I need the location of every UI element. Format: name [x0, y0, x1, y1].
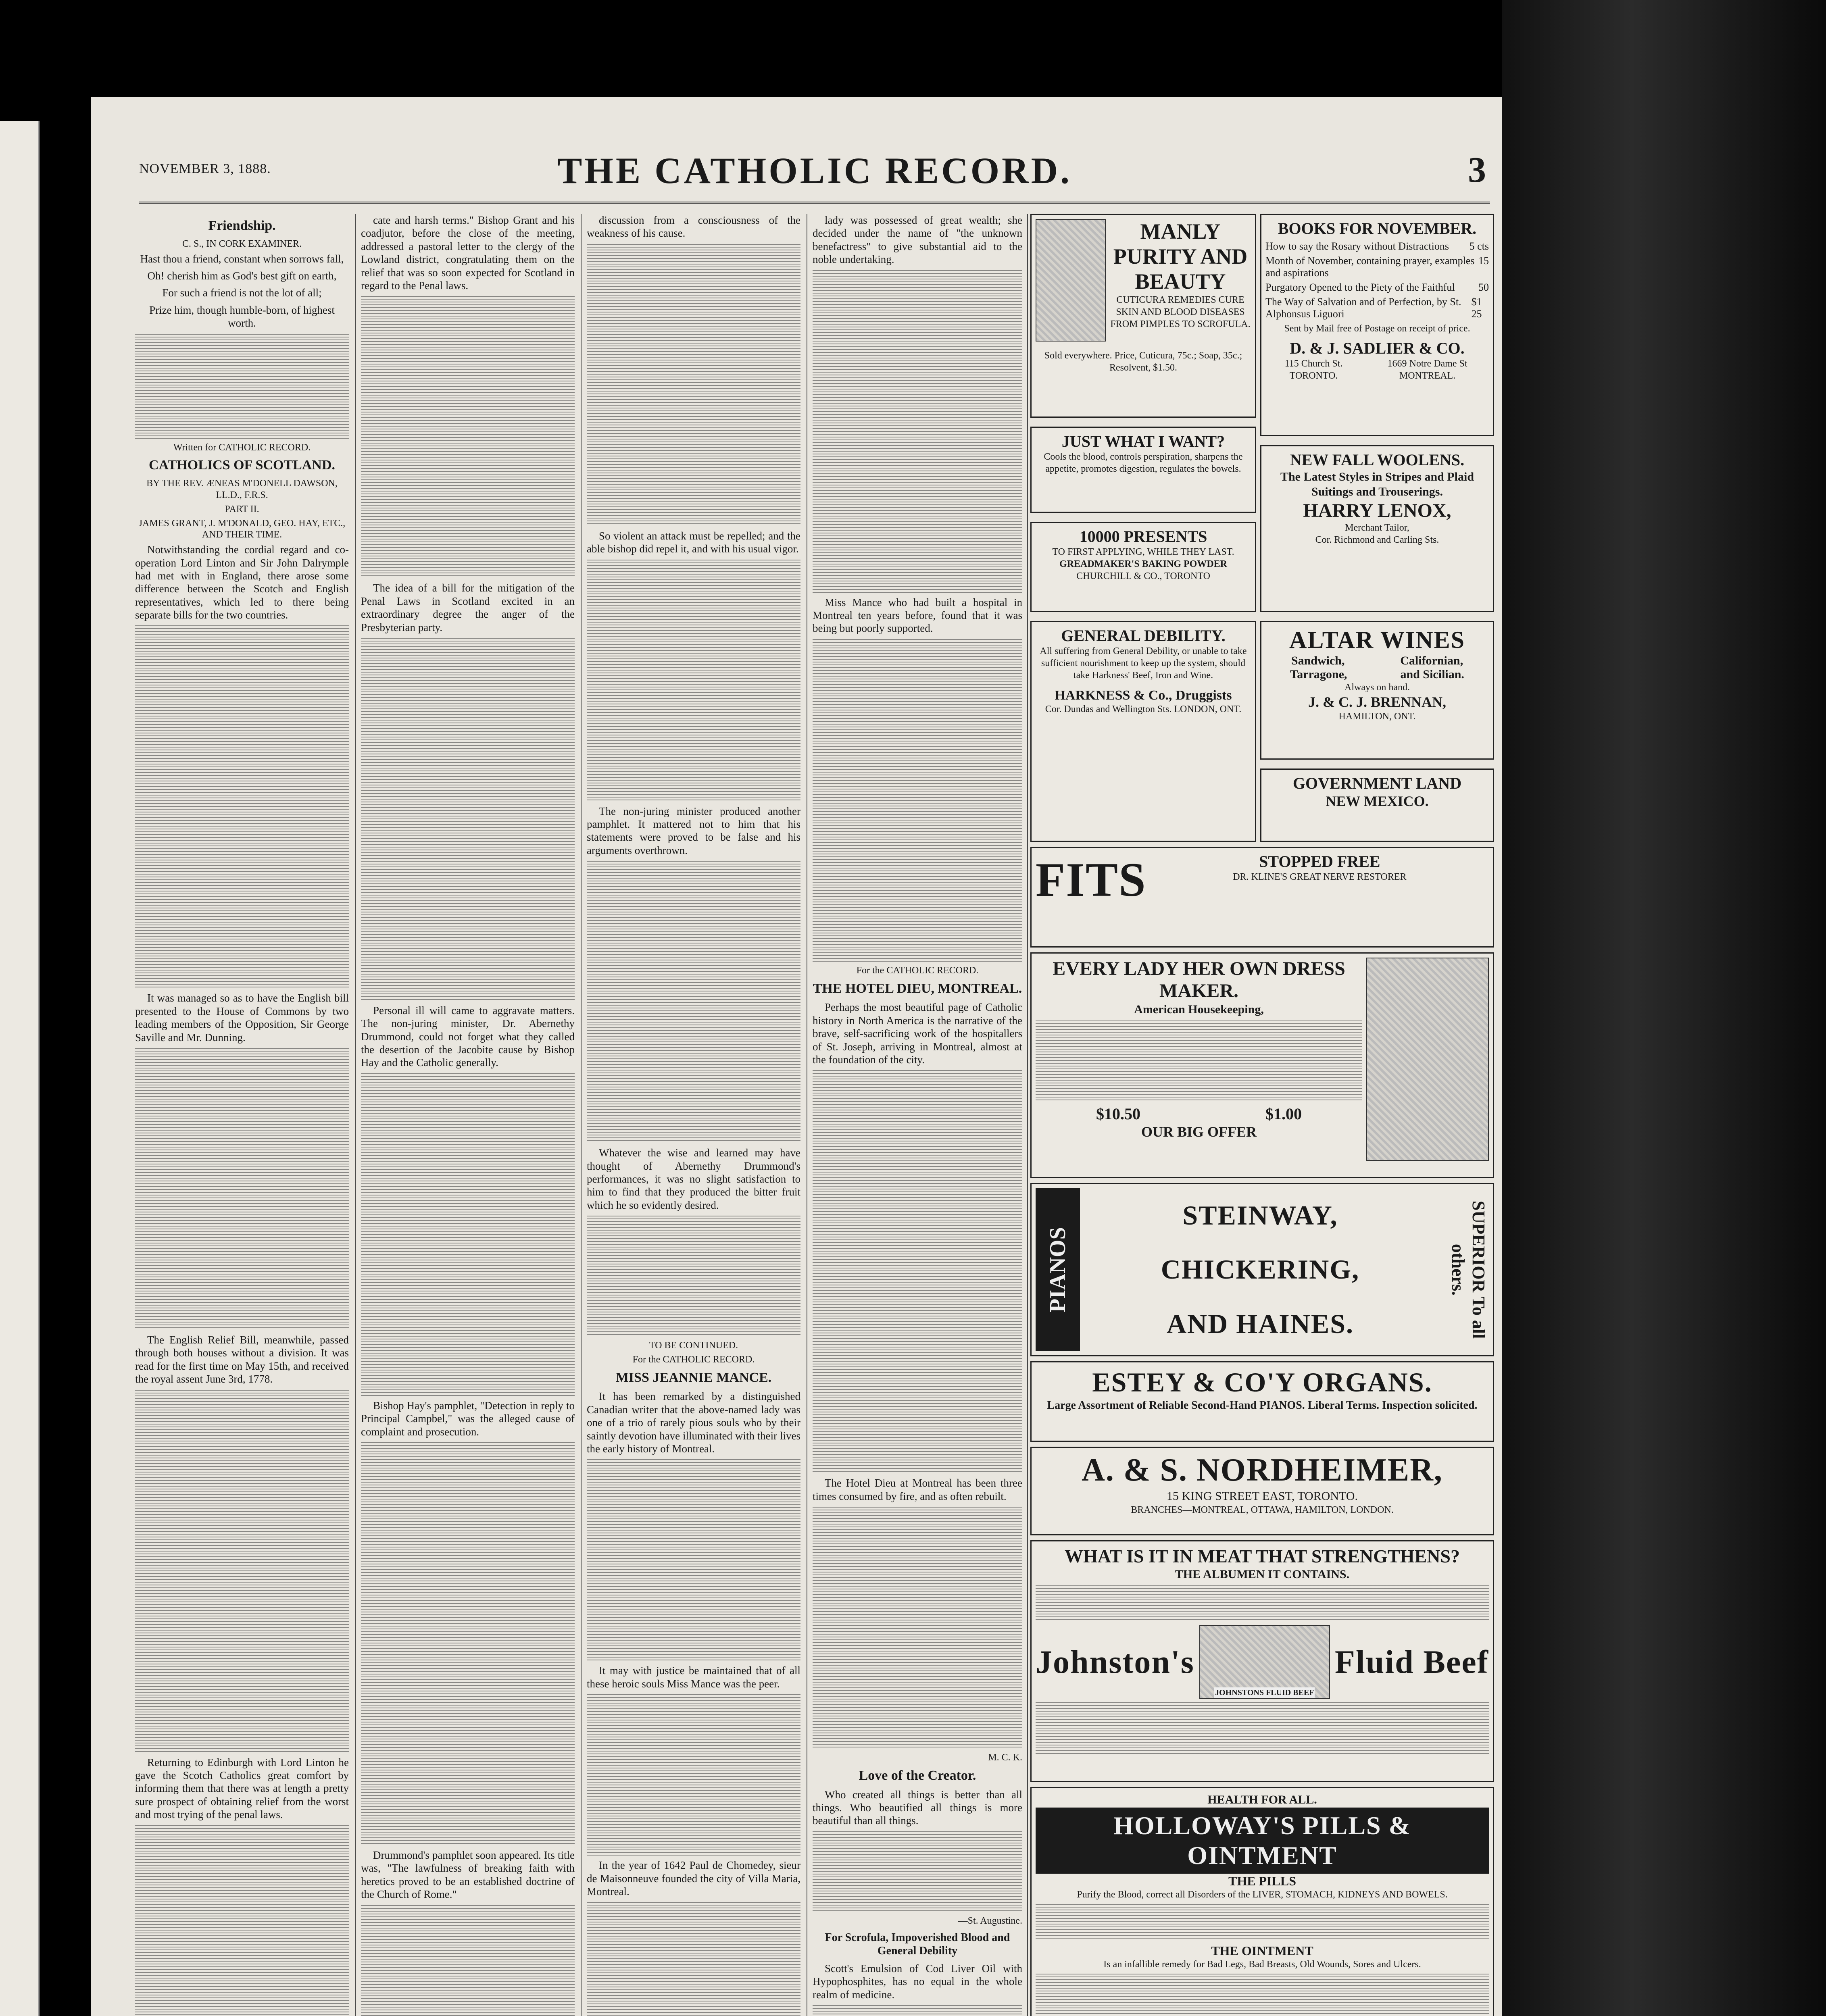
- fits-ad: [1030, 847, 1494, 948]
- government-land-ad: [1260, 768, 1494, 842]
- fluid-beef-ad: [1030, 1540, 1494, 1782]
- article-title: THE HOTEL DIEU, MONTREAL.: [813, 981, 1022, 996]
- publisher-name: D. & J. SADLIER & CO.: [1290, 339, 1465, 357]
- masthead: [139, 145, 1490, 204]
- written-for-note: For the CATHOLIC RECORD.: [856, 965, 979, 976]
- article-paragraph: Notwithstanding the cordial regard and co-operation Lord Linton and Sir John Dalrymple had met with in England, there arose some difference between the Scotch and English representatives, which led to there being separate bills for the two countries.: [135, 544, 349, 621]
- poem-line: Oh! cherish him as God's best gift on earth,: [147, 269, 337, 282]
- column-rule: [1027, 214, 1028, 2016]
- continued-note: TO BE CONTINUED.: [649, 1340, 738, 1351]
- ad-subline: Large Assortment of Reliable Second-Hand PIANOS. Liberal Terms. Inspection solicited.: [1047, 1399, 1478, 1412]
- article-body: [361, 296, 575, 578]
- wine-item: and Sicilian.: [1400, 668, 1464, 681]
- ad-headline: WHAT IS IT IN MEAT THAT STRENGTHENS?: [1065, 1546, 1460, 1566]
- ad-headline: A. & S. NORDHEIMER,: [1082, 1452, 1443, 1488]
- wine-item: Sandwich,: [1291, 654, 1345, 667]
- ad-body: [813, 2005, 1022, 2016]
- ad-headline: BOOKS FOR NOVEMBER.: [1278, 219, 1477, 237]
- article-paragraph: Bishop Hay's pamphlet, "Detection in reply to Principal Campbel," was the alleged cause of complaint and prosecution.: [361, 1399, 575, 1438]
- column-rule: [355, 214, 356, 2016]
- ad-body: [1036, 1585, 1489, 1622]
- article-paragraph: Whatever the wise and learned may have thought of Abernethy Drummond's performances, it was no slight satisfaction to him to find that they produced the bitter fruit which he so evidently desired.: [587, 1147, 800, 1211]
- article-paragraph: Perhaps the most beautiful page of Catholic history in North America is the narrative of the brave, self-sacrificing work of the hospitallers of St. Joseph, arriving in Montreal, almost at the foundation of the city.: [813, 1001, 1022, 1066]
- article-body: [135, 1390, 349, 1753]
- books-ad: [1260, 214, 1494, 436]
- nordheimer-ad: [1030, 1447, 1494, 1535]
- section-heading: THE PILLS: [1228, 1873, 1297, 1888]
- article-paragraph: Returning to Edinburgh with Lord Linton he gave the Scotch Catholics great comfort by informing them that there was at length a pretty sure prospect of obtaining relief from the worst and most trying of the penal laws.: [135, 1756, 349, 1821]
- article-body: [813, 270, 1022, 593]
- article-body: [135, 1048, 349, 1330]
- article-paragraph: It was managed so as to have the English bill presented to the House of Commons by two leading members of the Opposition, Sir George Saville and Mr. Dunning.: [135, 992, 349, 1043]
- ad-headline: JUST WHAT I WANT?: [1061, 432, 1225, 450]
- pianos-side-label: PIANOS: [1036, 1188, 1080, 1351]
- man-portrait-icon: [1036, 219, 1106, 342]
- piano-brand: CHICKERING,: [1161, 1254, 1360, 1285]
- ad-headline: 10000 PRESENTS: [1079, 527, 1207, 546]
- ad-note: Sent by Mail free of Postage on receipt of price.: [1284, 323, 1470, 334]
- ad-headline: HOLLOWAY'S PILLS & OINTMENT: [1036, 1808, 1489, 1874]
- section-text: Is an infallible remedy for Bad Legs, Bad Breasts, Old Wounds, Sores and Ulcers.: [1103, 1959, 1421, 1970]
- newspaper-page: [91, 97, 1502, 2016]
- price-regular: $10.50: [1096, 1104, 1140, 1123]
- druggist-address: Cor. Dundas and Wellington Sts. LONDON, ONT.: [1045, 704, 1242, 714]
- poem-body: [135, 334, 349, 439]
- ad-branches: BRANCHES—MONTREAL, OTTAWA, HAMILTON, LONDON.: [1131, 1504, 1394, 1515]
- poem-text: Who created all things is better than all things. Who beautified all things is more beautiful than all things.: [813, 1788, 1022, 1827]
- article-byline: BY THE REV. ÆNEAS M'DONELL DAWSON, LL.D., F.R.S.: [146, 478, 338, 500]
- ad-big-word: FITS: [1036, 853, 1146, 906]
- presents-ad: [1030, 522, 1256, 612]
- druggist-name: HARKNESS & Co., Druggists: [1055, 688, 1232, 703]
- article-paragraph: Drummond's pamphlet soon appeared. Its title was, "The lawfulness of breaking faith with heretics proved to be an established doctrine of the Church of Rome.": [361, 1849, 575, 1901]
- article-paragraph: Miss Mance who had built a hospital in Montreal ten years before, found that it was being but poorly supported.: [813, 596, 1022, 635]
- brand-word: Johnston's: [1036, 1643, 1194, 1680]
- ad-title: For Scrofula, Impoverished Blood and General Debility: [825, 1931, 1010, 1958]
- ad-headline: ALTAR WINES: [1289, 627, 1465, 653]
- ad-subline: THE ALBUMEN IT CONTAINS.: [1175, 1568, 1350, 1581]
- just-what-ad: [1030, 427, 1256, 513]
- ad-text: Cools the blood, controls perspiration, sharpens the appetite, promotes digestion, regulates the bowels.: [1044, 451, 1243, 474]
- article-paragraph: The Hotel Dieu at Montreal has been three times consumed by fire, and as often rebuilt.: [813, 1477, 1022, 1502]
- ad-headline: STOPPED FREE: [1259, 852, 1380, 871]
- holloway-ad: [1030, 1787, 1494, 2016]
- section-text: Purify the Blood, correct all Disorders of the LIVER, STOMACH, KIDNEYS AND BOWELS.: [1077, 1889, 1448, 1900]
- ad-topline: HEALTH FOR ALL.: [1207, 1793, 1317, 1806]
- ad-text: Scott's Emulsion of Cod Liver Oil with Hypophosphites, has no equal in the whole realm of medicine.: [813, 1962, 1022, 2001]
- poem-line: For such a friend is not the lot of all;: [162, 287, 322, 299]
- advertisements: [1030, 214, 1494, 2016]
- publisher-address: 115 Church St. TORONTO.: [1284, 358, 1343, 381]
- piano-brand: STEINWAY,: [1182, 1200, 1338, 1231]
- ad-subline: CUTICURA REMEDIES CURE SKIN AND BLOOD DISEASES FROM PIMPLES TO SCROFULA.: [1110, 295, 1251, 329]
- adjacent-page-spine: [0, 121, 40, 2016]
- article-paragraph: It may with justice be maintained that of all these heroic souls Miss Mance was the peer.: [587, 1664, 800, 1690]
- article-paragraph: discussion from a consciousness of the weakness of his cause.: [587, 214, 800, 240]
- ad-body: [1036, 1702, 1489, 1755]
- cuticura-ad: [1030, 214, 1256, 418]
- ad-headline: ESTEY & CO'Y ORGANS.: [1092, 1367, 1432, 1397]
- poem-line: Hast thou a friend, constant when sorrows fall,: [140, 252, 344, 265]
- article-body: [361, 1905, 575, 2016]
- seller-city: HAMILTON, ONT.: [1338, 711, 1416, 722]
- ad-subline: American Housekeeping,: [1134, 1003, 1264, 1016]
- ad-headline: GENERAL DEBILITY.: [1061, 627, 1226, 645]
- article-paragraph: The non-juring minister produced another pamphlet. It mattered not to him that his statements were proved to be false and his arguments overthrown.: [587, 805, 800, 856]
- article-body: [135, 1825, 349, 2016]
- piano-brand: AND HAINES.: [1166, 1308, 1354, 1339]
- article-body: [587, 1902, 800, 2016]
- article-body: [587, 1694, 800, 1856]
- ad-headline: NEW FALL WOOLENS.: [1290, 450, 1465, 469]
- article-body: [587, 244, 800, 526]
- book-item: Month of November, containing prayer, examples and aspirations 15: [1265, 255, 1489, 279]
- woolens-ad: [1260, 445, 1494, 612]
- ad-subline: TO FIRST APPLYING, WHILE THEY LAST.: [1052, 546, 1234, 557]
- ad-subline: The Latest Styles in Stripes and Plaid Suitings and Trouserings.: [1280, 470, 1474, 499]
- ad-subline: DR. KLINE'S GREAT NERVE RESTORER: [1233, 872, 1407, 882]
- poem-line: Prize him, though humble-born, of highest worth.: [149, 304, 335, 329]
- poem-body: [813, 1831, 1022, 1912]
- ad-note: Always on hand.: [1344, 682, 1410, 693]
- ad-address: 15 KING STREET EAST, TORONTO.: [1167, 1489, 1358, 1503]
- article-subhead: JAMES GRANT, J. M'DONALD, GEO. HAY, ETC., AND THEIR TIME.: [138, 518, 346, 540]
- book-item: Purgatory Opened to the Piety of the Faithful 50: [1265, 281, 1489, 293]
- pianos-ad: [1030, 1183, 1494, 1356]
- debility-ad: [1030, 621, 1256, 842]
- big-offer-label: OUR BIG OFFER: [1141, 1123, 1257, 1140]
- poem-author: —St. Augustine.: [958, 1915, 1022, 1926]
- article-paragraph: In the year of 1642 Paul de Chomedey, sieur de Maisonneuve founded the city of Villa Maria, Montreal.: [587, 1859, 800, 1897]
- tailor-address: Cor. Richmond and Carling Sts.: [1315, 534, 1439, 545]
- article-title: CATHOLICS OF SCOTLAND.: [149, 458, 335, 473]
- article-body: [813, 1507, 1022, 1749]
- article-paragraph: cate and harsh terms." Bishop Grant and his coadjutor, before the close of the meeting, addressed a pastoral letter to the clergy of the Lowland district, congratulating them on the relief that was so soon expected for Scotland in regard to the Penal laws.: [361, 214, 575, 292]
- dressmaker-ad: [1030, 952, 1494, 1178]
- wine-item: Tarragone,: [1290, 668, 1347, 681]
- ad-body: [1036, 1020, 1362, 1101]
- altar-wines-ad: [1260, 621, 1494, 760]
- article-paragraph: The English Relief Bill, meanwhile, passed through both houses without a division. It was read for the first time on May 15th, and received the royal assent June 3rd, 1778.: [135, 1334, 349, 1385]
- cow-illustration-icon: JOHNSTONS FLUID BEEF: [1199, 1625, 1330, 1699]
- article-body: [135, 625, 349, 988]
- section-heading: THE OINTMENT: [1211, 1943, 1313, 1958]
- tailor-role: Merchant Tailor,: [1345, 522, 1409, 533]
- written-for-note: For the CATHOLIC RECORD.: [632, 1354, 755, 1365]
- article-body: [361, 1442, 575, 1845]
- ad-text: Sold everywhere. Price, Cuticura, 75c.; Soap, 35c.; Resolvent, $1.50.: [1044, 350, 1242, 373]
- ad-body: [1036, 1974, 1489, 2016]
- wine-item: Californian,: [1400, 654, 1463, 667]
- book-item: How to say the Rosary without Distractions 5 cts: [1265, 240, 1489, 252]
- page-edge-shadow: [1502, 0, 1826, 2016]
- ad-headline: GOVERNMENT LAND: [1292, 774, 1462, 792]
- article-body: [587, 1459, 800, 1661]
- column-rule: [581, 214, 582, 2016]
- estey-organs-ad: [1030, 1361, 1494, 1442]
- article-title: MISS JEANNIE MANCE.: [615, 1370, 772, 1385]
- article-body: [813, 1070, 1022, 1473]
- ad-headline: MANLY PURITY AND BEAUTY: [1113, 219, 1248, 294]
- article-body: [587, 861, 800, 1143]
- brand-word: Fluid Beef: [1334, 1643, 1489, 1680]
- column-3: [587, 214, 800, 2016]
- article-body: [587, 560, 800, 802]
- ad-body: [1036, 1904, 1489, 1940]
- written-for-note: Written for CATHOLIC RECORD.: [173, 442, 311, 453]
- article-paragraph: So violent an attack must be repelled; and the able bishop did repel it, and with his usual vigor.: [587, 529, 800, 555]
- article-paragraph: lady was possessed of great wealth; she decided under the name of "the unknown benefactress" to give substantial aid to the noble undertaking.: [813, 214, 1022, 266]
- column-2: [361, 214, 575, 2016]
- column-4: [813, 214, 1022, 2016]
- ad-footer: CHURCHILL & CO., TORONTO: [1076, 571, 1210, 581]
- article-paragraph: The idea of a bill for the mitigation of the Penal Laws in Scotland excited in an extraordinary degree the anger of the Presbyterian party.: [361, 582, 575, 633]
- article-signature: M. C. K.: [988, 1752, 1022, 1763]
- ad-headline: EVERY LADY HER OWN DRESS MAKER.: [1053, 958, 1345, 1002]
- newspaper-title: THE CATHOLIC RECORD.: [557, 150, 1072, 191]
- superior-side-label: SUPERIOR To all others.: [1448, 1200, 1488, 1339]
- ad-brand: GREADMAKER'S BAKING POWDER: [1059, 558, 1228, 569]
- book-item: The Way of Salvation and of Perfection, by St. Alphonsus Liguori $1 25: [1265, 296, 1482, 320]
- article-body: [813, 639, 1022, 962]
- article-part: PART II.: [225, 504, 259, 514]
- article-body: [587, 1216, 800, 1337]
- issue-date: NOVEMBER 3, 1888.: [139, 161, 271, 176]
- article-paragraph: Personal ill will came to aggravate matters. The non-juring minister, Dr. Abernethy Drummond, could not forget what they called the desertion of the Jacobite cause by Bishop Hay and the Catholic generally.: [361, 1004, 575, 1069]
- article-body: [361, 1073, 575, 1396]
- ad-text: All suffering from General Debility, or unable to take sufficient nourishment to keep up the system, should take Harkness' Beef, Iron and Wine.: [1040, 646, 1247, 681]
- seller-name: J. & C. J. BRENNAN,: [1308, 694, 1446, 710]
- article-paragraph: It has been remarked by a distinguished Canadian writer that the above-named lady was one of a trio of rarely pious souls who by their saintly devotion have illuminated with their lives the early history of Montreal.: [587, 1390, 800, 1455]
- tailor-name: HARRY LENOX,: [1303, 500, 1451, 521]
- ad-place: NEW MEXICO.: [1326, 793, 1429, 809]
- poem-title: Friendship.: [208, 218, 276, 233]
- article-body: [361, 638, 575, 1001]
- price-offer: $1.00: [1265, 1104, 1302, 1123]
- publisher-address: 1669 Notre Dame St MONTREAL.: [1387, 358, 1467, 381]
- poem-author: C. S., IN CORK EXAMINER.: [182, 238, 302, 249]
- page-number: 3: [1468, 150, 1486, 190]
- column-1: [135, 214, 349, 2016]
- lady-illustration-icon: [1366, 958, 1489, 1161]
- poem-title: Love of the Creator.: [859, 1768, 976, 1783]
